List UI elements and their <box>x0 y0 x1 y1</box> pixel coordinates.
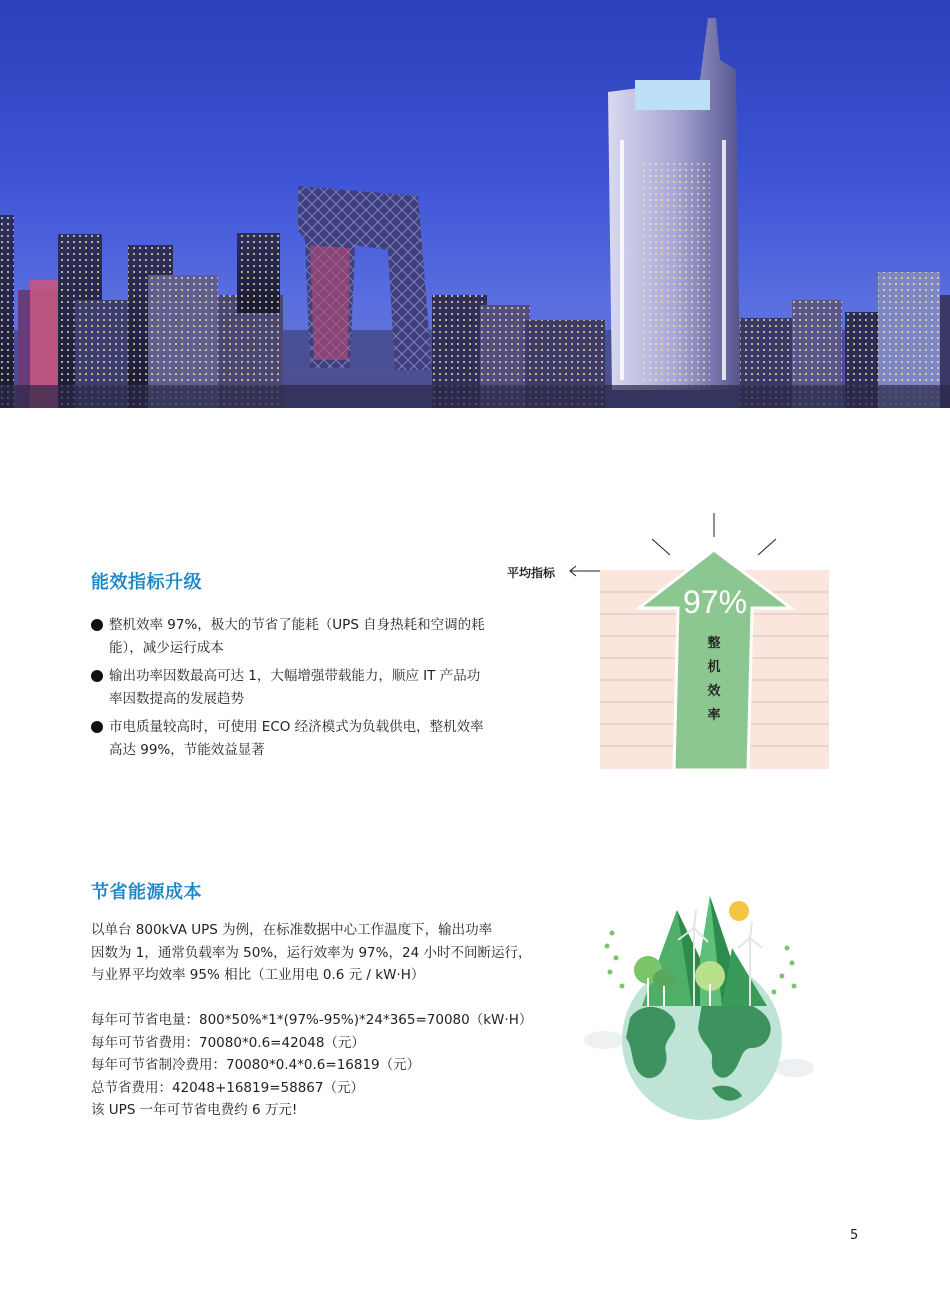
cloud-icon <box>774 1059 814 1077</box>
cloud-icon <box>584 1031 624 1049</box>
list-item-text: 输出功率因数最高可达 1，大幅增强带载能力，顺应 IT 产品功率因数提高的发展趋势 <box>109 668 481 707</box>
page-number: 5 <box>850 1228 859 1243</box>
intro-line: 以单台 800kVA UPS 为例，在标准数据中心工作温度下，输出功率 <box>91 922 493 938</box>
arrow-label-char: 率 <box>707 708 721 723</box>
list-item-text: 市电质量较高时，可使用 ECO 经济模式为负载供电，整机效率高达 99%，节能效益显著 <box>109 719 484 758</box>
average-indicator-label: 平均指标 <box>507 566 556 580</box>
list-item <box>91 614 491 660</box>
efficiency-graphic <box>500 510 840 780</box>
calc-line-summary: 该 UPS 一年可节省电费约 6 万元! <box>91 1102 298 1118</box>
intro-paragraph <box>91 919 541 987</box>
section-title-cost-saving: 节省能源成本 <box>91 882 202 903</box>
list-item-text: 整机效率 97%，极大的节省了能耗（UPS 自身热耗和空调的耗能），减少运行成本 <box>109 617 485 656</box>
bullet-icon <box>91 670 103 682</box>
calc-line-energy: 每年可节省电量：800*50%*1*(97%-95%)*24*365=70080（kW·H） <box>91 1012 533 1028</box>
arrow-vertical-label <box>700 632 728 728</box>
calc-line-cooling: 每年可节省制冷费用：70080*0.4*0.6=16819（元） <box>91 1057 421 1073</box>
calc-line-total: 总节省费用：42048+16819=58867（元） <box>91 1079 364 1096</box>
arrow-label-char: 整 <box>707 636 721 651</box>
section-title-efficiency: 能效指标升级 <box>91 572 202 593</box>
arrow-label-char: 效 <box>707 684 721 699</box>
left-arrow-icon <box>570 566 600 576</box>
intro-line: 与业界平均效率 95% 相比（工业用电 0.6 元 / kW·H） <box>91 967 425 983</box>
calc-line-cost: 每年可节省费用：70080*0.6=42048（元） <box>91 1034 365 1051</box>
bullet-icon <box>91 619 103 631</box>
arrow-label-char: 机 <box>707 660 721 675</box>
city-skyline-image <box>0 0 950 408</box>
feature-list <box>91 614 491 767</box>
green-earth-illustration <box>582 888 817 1120</box>
list-item <box>91 716 491 762</box>
calculation-block <box>91 1009 541 1122</box>
efficiency-percent: 97% <box>682 584 748 620</box>
bullet-icon <box>91 721 103 733</box>
hero-city-photo <box>0 0 950 408</box>
intro-line: 因数为 1，通常负载率为 50%，运行效率为 97%，24 小时不间断运行， <box>91 944 532 961</box>
list-item <box>91 665 491 711</box>
sun-icon <box>729 901 749 921</box>
